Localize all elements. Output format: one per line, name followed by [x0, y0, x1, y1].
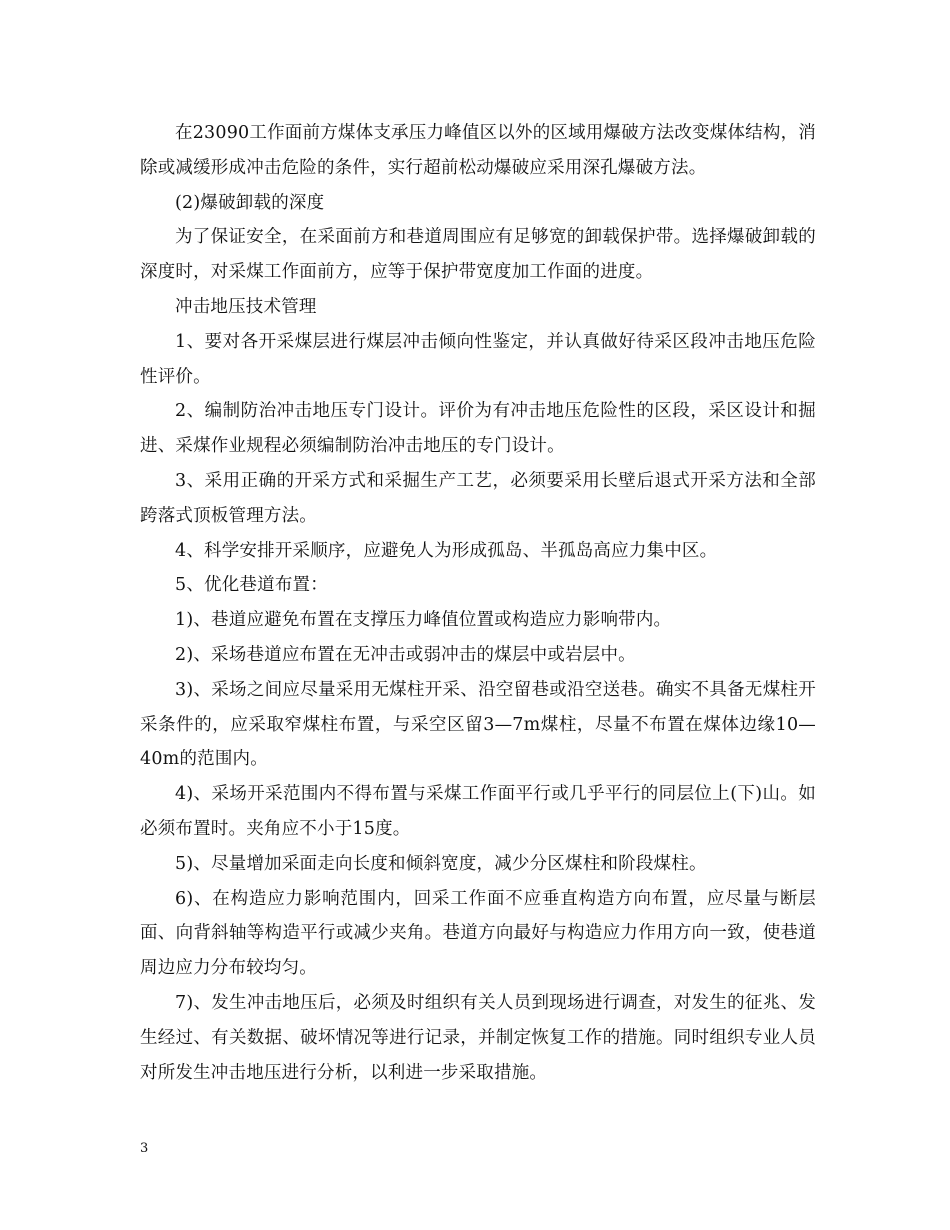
paragraph-item-1: 1、要对各开采煤层进行煤层冲击倾向性鉴定，并认真做好待采区段冲击地压危险性评价。 [140, 331, 816, 387]
heading-rockburst-management: 冲击地压技术管理 [175, 296, 317, 317]
paragraph-subitem-4: 4)、采场开采范围内不得布置与采煤工作面平行或几乎平行的同层位上(下)山。如必须布置时。夹角应不小于15度。 [140, 784, 816, 839]
paragraph-subitem-1: 1)、巷道应避免布置在支撑压力峰值位置或构造应力影响带内。 [175, 610, 672, 631]
paragraph-subitem-7: 7)、发生冲击地压后，必须及时组织有关人员到现场进行调查，对发生的征兆、发生经过、有关数据、破坏情况等进行记录，并制定恢复工作的措施。同时组织专业人员对所发生冲击地压进行分析，以利进一步采取措施。 [140, 992, 816, 1083]
paragraph-item-3: 3、采用正确的开采方式和采掘生产工艺，必须要采用长壁后退式开采方法和全部跨落式顶板管理方法。 [140, 470, 816, 526]
paragraph-item-4: 4、科学安排开采顺序，应避免人为形成孤岛、半孤岛高应力集中区。 [175, 540, 718, 561]
paragraph-item-5: 5、优化巷道布置： [175, 575, 328, 596]
heading-blasting-depth: (2)爆破卸载的深度 [175, 192, 325, 213]
paragraph-blasting-method: 在23090工作面前方煤体支承压力峰值区以外的区域用爆破方法改变煤体结构，消除或减缓形成冲击危险的条件，实行超前松动爆破应采用深孔爆破方法。 [140, 123, 816, 178]
paragraph-subitem-3: 3)、采场之间应尽量采用无煤柱开采、沿空留巷或沿空送巷。确实不具备无煤柱开采条件的，应采取窄煤柱布置，与采空区留3—7m煤柱，尽量不布置在煤体边缘10—40m的范围内。 [140, 679, 816, 770]
document-body [140, 116, 816, 1090]
paragraph-subitem-5: 5)、尽量增加采面走向长度和倾斜宽度，减少分区煤柱和阶段煤柱。 [175, 853, 707, 874]
paragraph-item-2: 2、编制防治冲击地压专门设计。评价为有冲击地压危险性的区段，采区设计和掘进、采煤作业规程必须编制防治冲击地压的专门设计。 [140, 401, 816, 457]
paragraph-subitem-6: 6)、在构造应力影响范围内，回采工作面不应垂直构造方向布置，应尽量与断层面、向背斜轴等构造平行或减少夹角。巷道方向最好与构造应力作用方向一致，使巷道周边应力分布较均匀。 [140, 888, 816, 979]
paragraph-subitem-2: 2)、采场巷道应布置在无冲击或弱冲击的煤层中或岩层中。 [175, 644, 636, 665]
paragraph-depth-safety: 为了保证安全，在采面前方和巷道周围应有足够宽的卸载保护带。选择爆破卸载的深度时，对采煤工作面前方，应等于保护带宽度加工作面的进度。 [140, 227, 816, 283]
page-number: 3 [140, 1141, 149, 1156]
